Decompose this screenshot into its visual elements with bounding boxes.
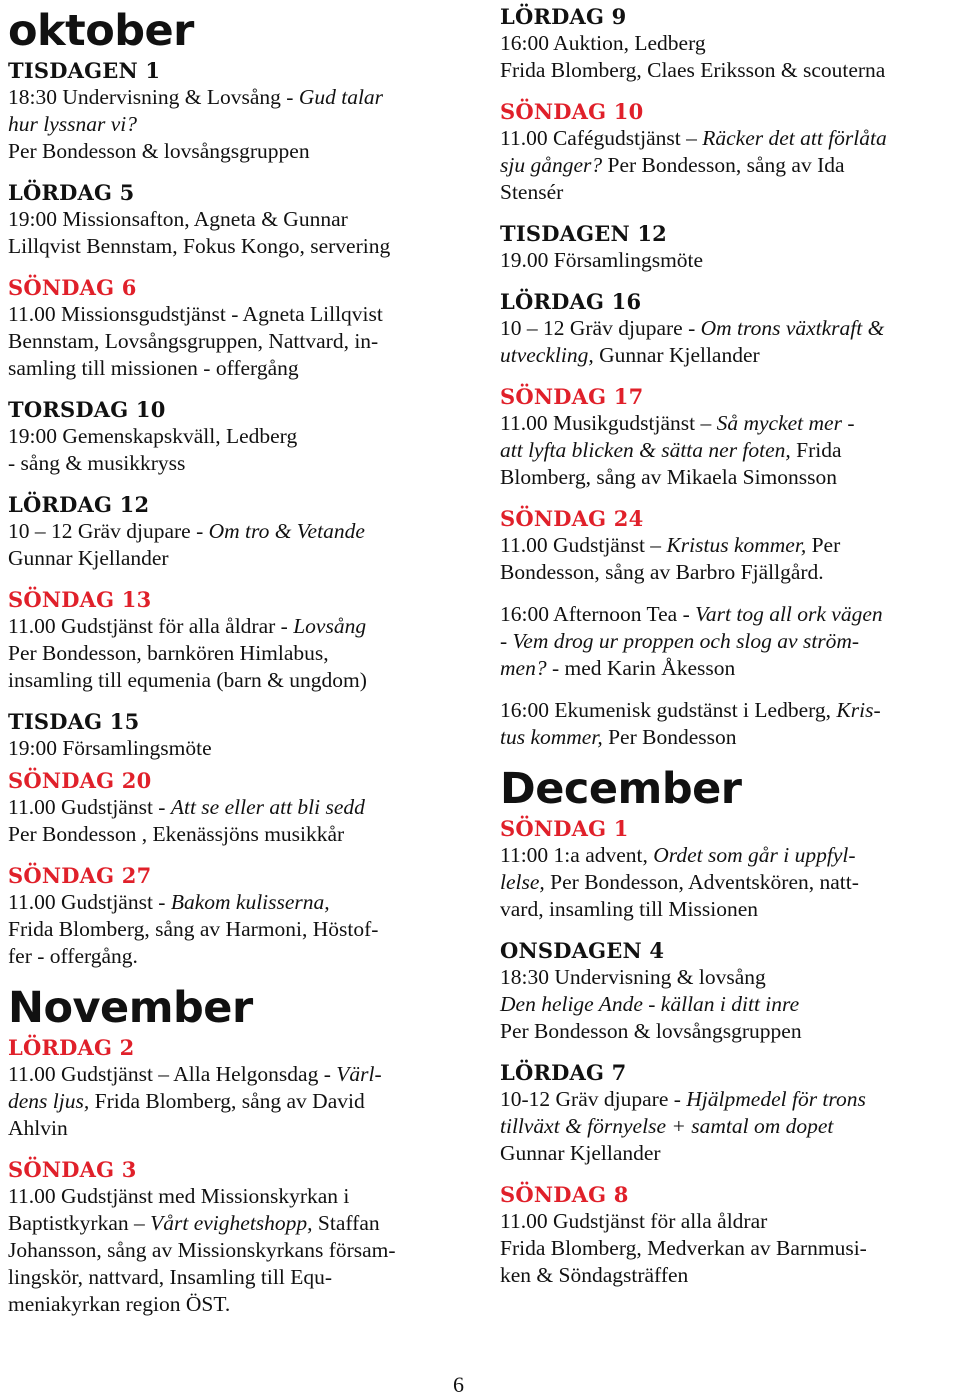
text: 10 – 12 Gräv djupare - [8, 519, 209, 543]
text: 10 – 12 Gräv djupare - [500, 316, 701, 340]
event-description-line [500, 125, 958, 152]
event-description-line [500, 655, 958, 682]
calendar-event [500, 221, 958, 274]
italic-text: att lyfta blicken & sätta ner foten, [500, 438, 791, 462]
event-description-line [8, 1237, 463, 1264]
italic-text: Hjälpmedel för trons [686, 1087, 866, 1111]
event-description-line [500, 410, 958, 437]
italic-text: Värl- [336, 1062, 382, 1086]
event-description-line [8, 328, 463, 355]
italic-text: tus kommer, [500, 725, 603, 749]
event-description-line [8, 889, 463, 916]
italic-text: Vart tog all ork vägen [695, 602, 883, 626]
event-description-line [8, 943, 463, 970]
text: Bondesson, sång av Barbro Fjällgård. [500, 560, 824, 584]
event-description-line [500, 896, 958, 923]
event-day-heading: TORSDAG 10 [8, 397, 166, 422]
text: Baptistkyrkan – [8, 1211, 151, 1235]
text: 18:30 Undervisning & Lovsång - [8, 85, 299, 109]
italic-text: Bakom kulisserna, [170, 890, 330, 914]
text: vard, insamling till Missionen [500, 897, 758, 921]
text: Staffan [312, 1211, 380, 1235]
calendar-event [8, 863, 463, 970]
event-description-line [8, 545, 463, 572]
text: 11.00 Gudstjänst – [500, 533, 667, 557]
calendar-event [500, 816, 958, 923]
italic-text: hur lyssnar vi? [8, 112, 137, 136]
text: 10-12 Gräv djupare - [500, 1087, 687, 1111]
event-description-line [8, 916, 463, 943]
event-description-line [8, 301, 463, 328]
event-description-line [8, 1210, 463, 1237]
event-day-heading: LÖRDAG 2 [8, 1035, 135, 1060]
text: - sång & musikkryss [8, 451, 186, 475]
calendar-event [8, 180, 463, 260]
event-day-heading: ONSDAGEN 4 [500, 938, 665, 963]
calendar-event [500, 384, 958, 491]
text: fer - offergång. [8, 944, 138, 968]
italic-text: Kris- [836, 698, 881, 722]
event-description-line [500, 1113, 958, 1140]
event-description-line [500, 1208, 958, 1235]
event-description-line [500, 1235, 958, 1262]
text: Johansson, sång av Missionskyrkans försam- [8, 1238, 396, 1262]
event-description-line [500, 869, 958, 896]
italic-text: sju gånger? [500, 153, 603, 177]
event-description-line [500, 601, 958, 628]
text: 18:30 Undervisning & lovsång [500, 965, 766, 989]
month-heading: oktober [8, 6, 194, 56]
italic-text: Vårt evighetshopp, [150, 1211, 313, 1235]
text: 11.00 Gudstjänst med Missionskyrkan i [8, 1184, 350, 1208]
event-description-line [8, 1061, 463, 1088]
event-description-line [500, 1262, 958, 1289]
event-day-heading: LÖRDAG 12 [8, 492, 150, 517]
event-description-line [8, 355, 463, 382]
event-day-heading: TISDAG 15 [8, 709, 140, 734]
italic-text: dens ljus, [8, 1089, 90, 1113]
event-day-heading: LÖRDAG 7 [500, 1060, 627, 1085]
text: 19:00 Gemenskapskväll, Ledberg [8, 424, 298, 448]
event-description-line [500, 342, 958, 369]
calendar-event [500, 1060, 958, 1167]
event-description-line [8, 84, 463, 111]
calendar-event [500, 4, 958, 84]
text: Gunnar Kjellander [8, 546, 169, 570]
text: Per Bondesson, Adventskören, natt- [544, 870, 859, 894]
italic-text: Räcker det att förlåta [702, 126, 887, 150]
event-description-line [8, 821, 463, 848]
event-description-line [8, 138, 463, 165]
event-day-heading: SÖNDAG 1 [500, 816, 629, 841]
event-description-line [8, 206, 463, 233]
event-description-line [500, 697, 958, 724]
event-day-heading: SÖNDAG 3 [8, 1157, 137, 1182]
event-day-heading: LÖRDAG 9 [500, 4, 627, 29]
event-description-line [8, 233, 463, 260]
event-description-line [500, 532, 958, 559]
text: 11.00 Missionsgudstjänst - Agneta Lillqvist [8, 302, 383, 326]
text: Blomberg, sång av Mikaela Simonsson [500, 465, 838, 489]
event-description-line [500, 964, 958, 991]
text: 11.00 Gudstjänst - [8, 890, 171, 914]
event-description-line [8, 111, 463, 138]
text: Frida Blomberg, Medverkan av Barnmusi- [500, 1236, 867, 1260]
event-description-line [8, 735, 463, 762]
text: Per Bondesson & lovsångsgruppen [8, 139, 310, 163]
text: 11:00 1:a advent, [500, 843, 654, 867]
text: Bennstam, Lovsångsgruppen, Nattvard, in- [8, 329, 379, 353]
event-description-line [500, 991, 958, 1018]
event-day-heading: SÖNDAG 27 [8, 863, 152, 888]
text: 11.00 Musikgudstjänst – [500, 411, 717, 435]
text: Gunnar Kjellander [593, 343, 760, 367]
event-description-line [8, 1088, 463, 1115]
event-day-heading: SÖNDAG 10 [500, 99, 644, 124]
text: 19:00 Församlingsmöte [8, 736, 212, 760]
text: Ahlvin [8, 1116, 68, 1140]
event-description-line [500, 1086, 958, 1113]
month-heading: December [500, 764, 742, 814]
event-description-line [500, 57, 958, 84]
event-description-line [8, 667, 463, 694]
calendar-event [500, 601, 958, 682]
event-description-line [500, 30, 958, 57]
text: Frida Blomberg, Claes Eriksson & scouterna [500, 58, 886, 82]
event-description-line [8, 423, 463, 450]
event-day-heading: LÖRDAG 5 [8, 180, 135, 205]
event-description-line [500, 437, 958, 464]
text: Per Bondesson & lovsångsgruppen [500, 1019, 802, 1043]
text: Per Bondesson , Ekenässjöns musikkår [8, 822, 345, 846]
text: Gunnar Kjellander [500, 1141, 661, 1165]
event-description-line [8, 640, 463, 667]
text: meniakyrkan region ÖST. [8, 1292, 231, 1316]
event-day-heading: TISDAGEN 1 [8, 58, 161, 83]
event-description-line [500, 315, 958, 342]
page-number: 6 [453, 1372, 464, 1397]
event-description-line [8, 794, 463, 821]
event-day-heading: SÖNDAG 8 [500, 1182, 629, 1207]
italic-text: - Vem drog ur proppen och slog av ström- [500, 629, 860, 653]
event-description-line [500, 842, 958, 869]
event-description-line [500, 724, 958, 751]
calendar-event [500, 1182, 958, 1289]
event-description-line [8, 613, 463, 640]
calendar-event [8, 587, 463, 694]
text: 11.00 Gudstjänst - [8, 795, 171, 819]
italic-text: Att se eller att bli sedd [170, 795, 365, 819]
event-day-heading: SÖNDAG 17 [500, 384, 644, 409]
event-description-line [500, 464, 958, 491]
calendar-event [8, 397, 463, 477]
text: Per Bondesson, sång av Ida [602, 153, 845, 177]
italic-text: Kristus kommer, [666, 533, 807, 557]
italic-text: Ordet som går i uppfyl- [653, 843, 856, 867]
event-description-line [500, 1018, 958, 1045]
event-day-heading: SÖNDAG 6 [8, 275, 137, 300]
italic-text: men? [500, 656, 547, 680]
calendar-event [8, 768, 463, 848]
italic-text: utveckling, [500, 343, 594, 367]
text: 11.00 Gudstjänst – Alla Helgonsdag - [8, 1062, 337, 1086]
event-description-line [500, 152, 958, 179]
italic-text: Om tro & Vetande [208, 519, 365, 543]
italic-text: Gud talar [298, 85, 384, 109]
calendar-event [8, 709, 463, 762]
event-day-heading: TISDAGEN 12 [500, 221, 667, 246]
italic-text: Om trons växtkraft & [700, 316, 885, 340]
italic-text: Den helige Ande - källan i ditt inre [500, 992, 800, 1016]
event-day-heading: LÖRDAG 16 [500, 289, 642, 314]
text: 11.00 Cafégudstjänst – [500, 126, 703, 150]
calendar-event [8, 58, 463, 165]
text: Lillqvist Bennstam, Fokus Kongo, servering [8, 234, 391, 258]
text: 16:00 Auktion, Ledberg [500, 31, 706, 55]
text: 11.00 Gudstjänst för alla åldrar - [8, 614, 294, 638]
italic-text: tillväxt & förnyelse + samtal om dopet [500, 1114, 834, 1138]
italic-text: Så mycket mer - [716, 411, 855, 435]
event-description-line [8, 518, 463, 545]
calendar-event [500, 99, 958, 206]
italic-text: Lovsång [293, 614, 367, 638]
text: Per Bondesson [602, 725, 737, 749]
text: - med Karin Åkesson [546, 656, 736, 680]
text: ken & Söndagsträffen [500, 1263, 689, 1287]
text: Frida Blomberg, sång av David [89, 1089, 365, 1113]
text: Per [806, 533, 841, 557]
text: 16:00 Afternoon Tea - [500, 602, 696, 626]
event-description-line [8, 1291, 463, 1318]
event-day-heading: SÖNDAG 24 [500, 506, 644, 531]
text: samling till missionen - offergång [8, 356, 299, 380]
calendar-event [500, 506, 958, 586]
event-description-line [8, 1183, 463, 1210]
text: Frida [790, 438, 842, 462]
event-description-line [500, 559, 958, 586]
left-column [8, 8, 463, 1333]
text: Per Bondesson, barnkören Himlabus, [8, 641, 329, 665]
event-description-line [500, 628, 958, 655]
event-description-line [8, 450, 463, 477]
text: insamling till equmenia (barn & ungdom) [8, 668, 367, 692]
calendar-event [8, 1035, 463, 1142]
month-heading: November [8, 983, 253, 1033]
event-description-line [500, 179, 958, 206]
event-description-line [8, 1115, 463, 1142]
calendar-event [8, 1157, 463, 1318]
text: 19.00 Församlingsmöte [500, 248, 704, 272]
event-day-heading: SÖNDAG 20 [8, 768, 152, 793]
event-day-heading: SÖNDAG 13 [8, 587, 152, 612]
right-column [500, 4, 958, 1304]
text: lingskör, nattvard, Insamling till Equ- [8, 1265, 332, 1289]
calendar-event [8, 275, 463, 382]
text: 16:00 Ekumenisk gudstänst i Ledberg, [500, 698, 837, 722]
text: Stensér [500, 180, 564, 204]
calendar-event [500, 938, 958, 1045]
text: 11.00 Gudstjänst för alla åldrar [500, 1209, 768, 1233]
event-description-line [8, 1264, 463, 1291]
italic-text: lelse, [500, 870, 545, 894]
text: 19:00 Missionsafton, Agneta & Gunnar [8, 207, 348, 231]
calendar-event [500, 289, 958, 369]
event-description-line [500, 1140, 958, 1167]
calendar-event [8, 492, 463, 572]
event-description-line [500, 247, 958, 274]
calendar-event [500, 697, 958, 751]
text: Frida Blomberg, sång av Harmoni, Höstof- [8, 917, 379, 941]
